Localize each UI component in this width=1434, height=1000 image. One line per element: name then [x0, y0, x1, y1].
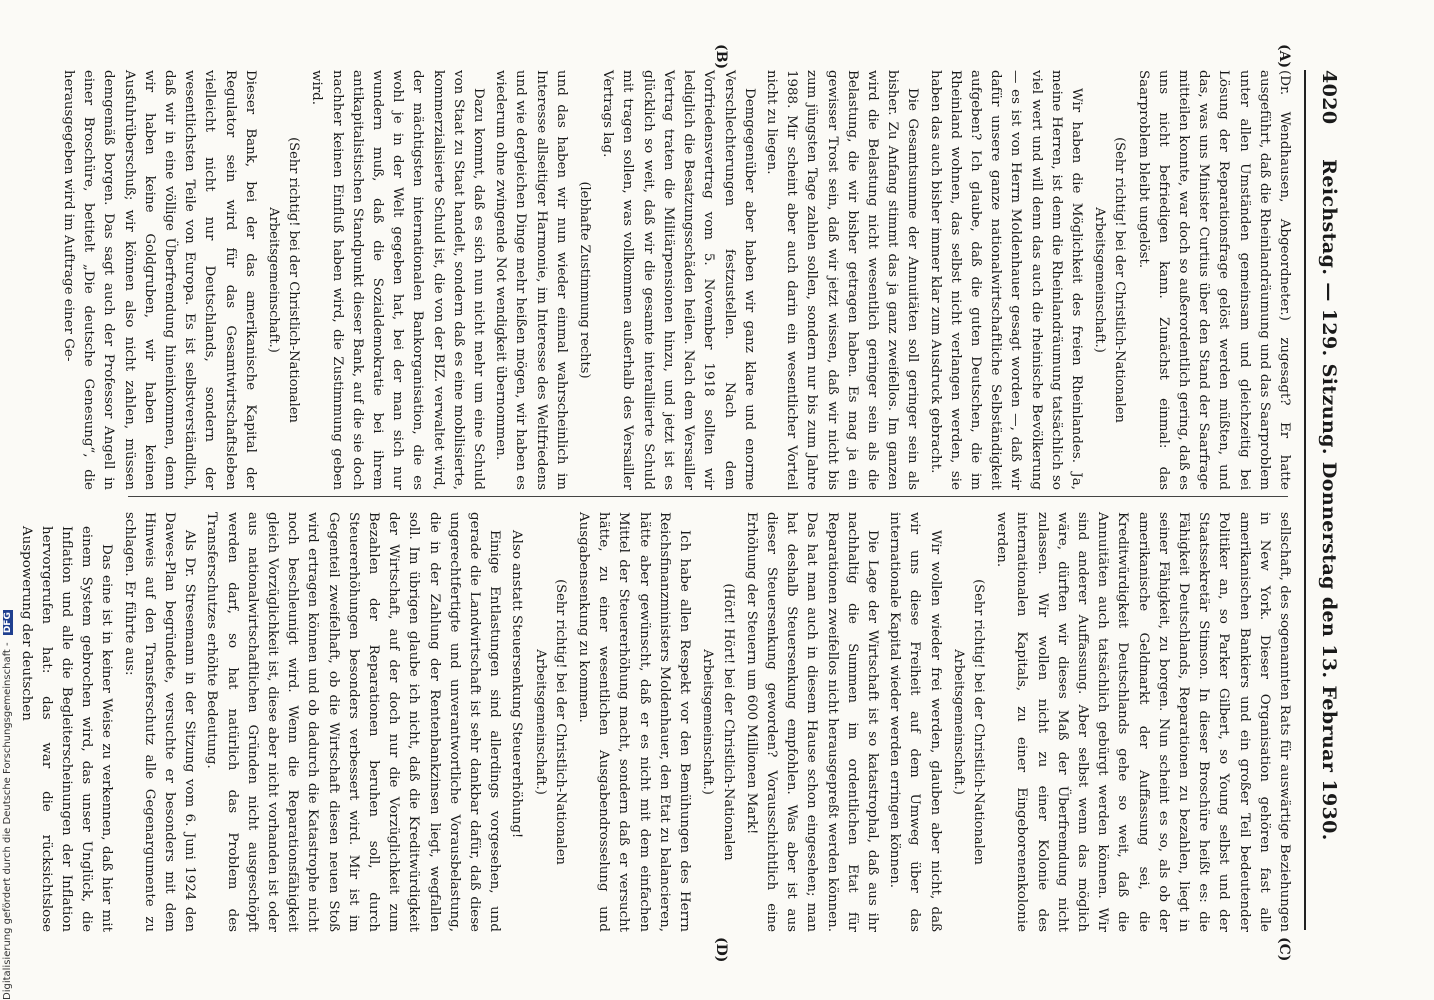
right-column [18, 512, 1294, 932]
left-paragraph: Die Gesamtsumme der Annuitäten soll geringer sein als bisher. Zu Anfang stimmt das ja ganz zweifellos. Im ganzen wird die Belastung nicht wesentlich geringer sein als die Belastung, die wir bisher getragen haben. Es mag ja ein gewisser Trost sein, daß wir jetzt wissen, daß wir nicht bis zum jüngsten Tage zahlen sollen, sondern nur bis zum Jahre 1988. Mir scheint aber auch darin ein wesentlicher Vorteil nicht zu liegen. [763, 70, 921, 490]
left-paragraph: Dieser Bank, bei der das amerikanische Kapital der Regulator sein wird für das Gesamtwirtschaftsleben vielleicht nicht nur Deutschlands, sondern der wesentlichsten Teile von Europa. Es ist selbstverständlich, daß wir in eine völlige Überfremdung hineinkommen, denn wir haben keine Goldgruben, wir haben keinen Ausfuhrüberschuß; wir können also nicht zahlen, müssen demgemäß borgen. Das sagt auch der Professor Angell in einer Broschüre, betitelt „Die deutsche Genesung“, die herausgegeben wird im Auftrage einer Ge- [61, 70, 258, 490]
margin-mark-b: (B) [713, 44, 729, 70]
right-paragraph: Also anstatt Steuersenkung Steuererhöhung! [509, 530, 525, 839]
right-quote: Das eine ist in keiner Weise zu verkennen, daß hier mit einem System gebrochen wird, das unser Unglück, die Inflation und alle die Begleiterscheinungen der Inflation hervorgerufen hat: das war die rücksichtslose Auspowerung der deutschen [18, 526, 115, 932]
dfg-logo: DFG [3, 612, 13, 634]
margin-mark-d: (D) [713, 937, 729, 963]
right-paragraph: Ich habe allen Respekt vor den Bemühungen des Herrn Reichsfinanzministers Moldenhauer, den Etat zu balancieren, hätte aber gewünscht, daß er es nicht mit dem einfachen Mittel der Steuererhöhung macht, sondern daß er versucht hätte, zu einer wesentlichen Ausgabendrosselung und Ausgabensenkung zu kommen. [576, 512, 693, 932]
digitization-credit: Digitalisierung gefördert durch die Deutsche Forschungsgemeinschaft - [2, 642, 13, 1000]
margin-mark-a: (A) [1276, 44, 1292, 69]
right-interjection: (Sehr richtig! bei der Christlich-Nationalen Arbeitsgemeinschaft.) [532, 579, 568, 865]
left-interjection: (Sehr richtig! bei der Christlich-Nationalen Arbeitsgemeinschaft.) [266, 137, 302, 423]
running-header [1304, 70, 1348, 930]
left-interjection: (lebhafte Zustimmung rechts) [577, 181, 593, 379]
running-title: Reichstag. — 129. Sitzung. Donnerstag den 13. Februar 1930. [1318, 159, 1340, 841]
left-paragraph: Dazu kommt, daß es sich nun nicht mehr um eine Schuld von Staat zu Staat handelt, sondern daß es eine mobilisierte, kommerzialisierte Schuld ist, die von der BIZ. verwaltet wird, der mächtigsten internationalen Bankorganisation, die es wohl je in der Welt gegeben hat, bei der man sich nur wundern muß, daß die Sozialdemokratie bei ihrem antikapitalistischen Standpunkt dieser Bank, auf die sie doch nachher keinen Einfluß haben wird, die Zustimmung geben wird. [309, 70, 487, 490]
left-paragraph: Demgegenüber aber haben wir ganz klare und enorme Verschlechterungen festzustellen. Nach dem Vorfriedensvertrag vom 5. November 1918 sollten wir lediglich die Besatzungsschäden heilen. Nach dem Versailler Vertrag traten die Militärpensionen hinzu, und jetzt ist es glücklich so weit, daß wir die gesamte interalliierte Schuld mit tragen sollen, was vollkommen außerhalb des Versailler Vertrags lag. [600, 70, 757, 490]
left-interjection: (Sehr richtig! bei der Christlich-Nationalen Arbeitsgemeinschaft.) [1092, 137, 1128, 423]
digitization-footer-strip [0, 0, 16, 1000]
right-paragraph: Wir wollen wieder frei werden, glauben aber nicht, daß wir uns diese Freiheit auf dem Umweg über das internationale Kapital wieder werden erringen können. [887, 512, 943, 932]
left-column [61, 70, 1294, 490]
right-interjection: (Sehr richtig! bei der Christlich-Nationalen Arbeitsgemeinschaft.) [950, 579, 986, 865]
margin-mark-c: (C) [1276, 937, 1292, 962]
left-paragraph: Wir haben die Möglichkeit des freien Rheinlandes. Ja, meine Herren, ist denn die Rheinlandräumung tatsächlich so viel wert und will denn das auch die rheinische Bevölkerung — es ist von Herrn Moldenhauer gesagt worden —, daß wir dafür unsere ganze nationalwirtschaftliche Selbständigkeit aufgeben? Ich glaube, daß die guten Deutschen, die im Rheinland wohnen, das selbst nicht verlangen werden, sie haben das auch bisher immer klar zum Ausdruck gebracht. [927, 70, 1084, 490]
right-paragraph: Als Dr. Stresemann in der Sitzung vom 6. Juni 1924 den Dawes-Plan begründete, versuchte er besonders mit dem Hinweis auf den Transferschutz alle Gegenargumente zu schlagen. Er führte aus: [121, 512, 198, 932]
right-paragraph: sellschaft, des sogenannten Rats für auswärtige Beziehungen in New York. Dieser Organisation gehören fast alle amerikanischen Bankiers und ein großer Teil bedeutender Politiker an, so Parker Gilbert, so Young selbst und der Staatssekretär Stimson. In dieser Broschüre heißt es: die Fähigkeit Deutschlands, Reparationen zu bezahlen, liegt in seiner Fähigkeit, zu borgen. Nun scheint es so, als ob der amerikanische Geldmarkt der Auffassung sei, die Kreditwürdigkeit Deutschlands gehe so weit, daß die Annuitäten auch tatsächlich gebürgt werden können. Wir sind anderer Auffassung. Aber selbst wenn das möglich wäre, dürften wir dieses Maß der Überfremdung nicht zulassen. Wir wollen nicht zu einer Kolonie des internationalen Kapitals, zu einer Eingeborenenkolonie werden. [994, 512, 1292, 932]
left-paragraph: (Dr. Wendhausen, Abgeordneter.) zugesagt? Er hatte ausgeführt, daß die Rheinlandräumung und das Saarproblem unter allen Umständen gemeinsam und gleichzeitig bei Lösung der Reparationsfrage gelöst werden müßten, und das, was uns Minister Curtius über den Stand der Saarfrage mitteilen konnte, war doch so außerordentlich gering, daß es uns nicht befriedigen kann. Zunächst einmal: das Saarproblem bleibt ungelöst. [1135, 70, 1292, 490]
left-paragraph: und das haben wir nun wieder einmal wahrscheinlich im Interesse allseitiger Harmonie, im Interesse des Weltfriedens und wie dergleichen Dinge mehr heißen mögen, wir haben es wiederum ohne zwingende Not wendigkeit übernommen. [493, 70, 569, 490]
column-divider [128, 496, 1288, 497]
page-number: 4020 [1318, 70, 1340, 125]
right-paragraph: Die Lage der Wirtschaft ist so katastrophal, daß aus ihr nachhaltig die Summen im ordentlichen Etat für Reparationen zweifellos nicht herausgepreßt werden können. Das hat man auch in diesem Hause schon eingesehen; man hat deshalb Steuersenkung empfohlen. Was aber ist aus dieser Steuersenkung geworden? Vorausschichtlich eine Erhöhung der Steuern um 600 Millionen Mark! [743, 512, 880, 932]
right-paragraph: Einige Entlastungen sind allerdings vorgesehen, und gerade die Landwirtschaft ist sehr dankbar dafür, daß diese ungerechtfertigte und unverantwortliche Vorausbelastung, die in der Zahlung der Rentenbankzinsen liegt, wegfallen soll. Im übrigen glaube ich nicht, daß die Kreditwürdigkeit der Wirtschaft, auf der doch nur die Vorzüglichkeit zum Bezahlen der Reparationen beruhen soll, durch Steuererhöhungen besonders verbessert wird. Mir ist im Gegenteil zweifelhaft, ob die Wirtschaft diesen neuen Stoß wird ertragen können und ob dadurch die Katastrophe nicht noch beschleunigt wird. Wenn die Reparationsfähigkeit gleich Vorzüglichkeit ist, diese aber nicht vorhanden ist oder aus nationalwirtschaftlichen Gründen nicht ausgeschöpft werden darf, so hat natürlich das Problem des Transferschutzes erhöhte Bedeutung. [204, 512, 503, 932]
right-interjection: (Hört! Hört! bei der Christlich-Nationalen Arbeitsgemeinschaft.) [700, 583, 736, 861]
